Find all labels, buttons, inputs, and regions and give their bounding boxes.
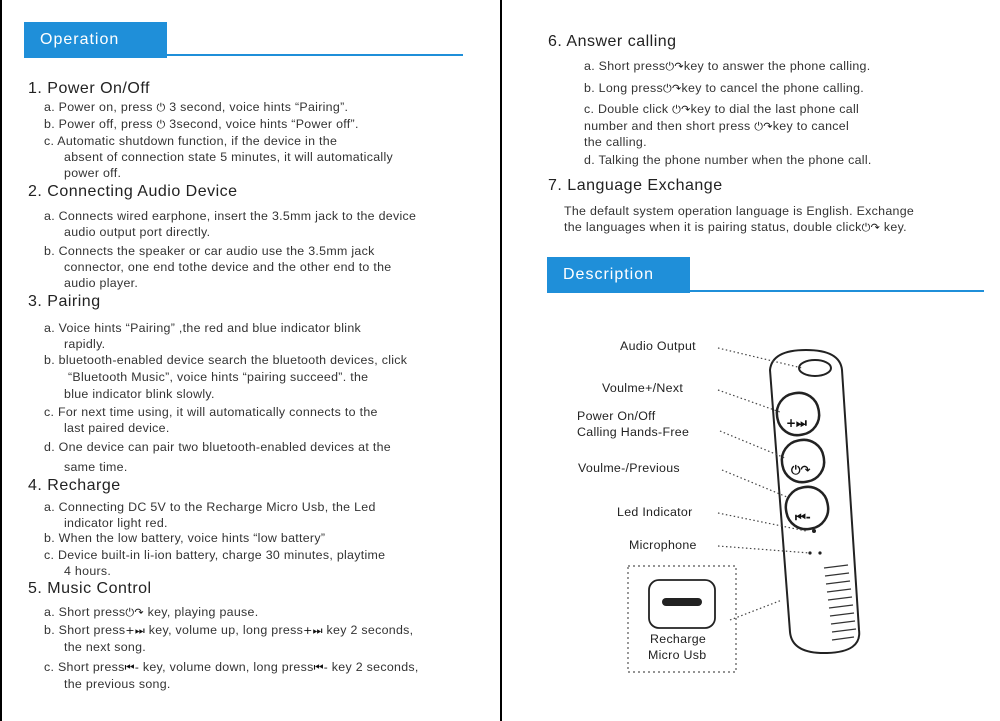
- text-line: d. One device can pair two bluetooth-enabled devices at the: [44, 440, 391, 454]
- label-audio-output: Audio Output: [620, 339, 696, 353]
- description-header: Description: [547, 257, 690, 293]
- text-line: the languages when it is pairing status, double click⏻↷ key.: [564, 220, 907, 234]
- text-line: a. Short press⏻↷ key, playing pause.: [44, 605, 259, 619]
- power-call-icon: ⏻↷: [125, 606, 144, 619]
- text-line: b. When the low battery, voice hints “low battery”: [44, 531, 326, 545]
- label-hands-free: Calling Hands-Free: [577, 425, 690, 439]
- volume-up-next-icon: +⏭: [303, 624, 323, 637]
- text-line: b. Connects the speaker or car audio use the 3.5mm jack: [44, 244, 375, 258]
- text-line: absent of connection state 5 minutes, it will automatically: [64, 150, 394, 164]
- volume-down-previous-button-icon: ⏮-: [795, 510, 811, 524]
- section-title: 1. Power On/Off: [28, 80, 150, 97]
- text-line: d. Talking the phone number when the phone call.: [584, 153, 872, 167]
- label-recharge: Recharge: [650, 632, 707, 646]
- left-page: [0, 0, 498, 721]
- text-line: connector, one end tothe device and the other end to the: [64, 260, 392, 274]
- section-title: 6. Answer calling: [548, 33, 677, 50]
- text-line: a. Short press⏻↷key to answer the phone calling.: [584, 59, 871, 73]
- text-line: c. For next time using, it will automatically connects to the: [44, 405, 378, 419]
- label-power: Power On/Off: [577, 409, 656, 423]
- power-call-icon: ⏻↷: [672, 103, 691, 116]
- text-line: audio player.: [64, 276, 139, 290]
- text-line: c. Double click ⏻↷key to dial the last phone call: [584, 102, 860, 116]
- text-line: 4 hours.: [64, 564, 112, 578]
- power-icon: ⏻: [156, 118, 166, 131]
- text-line: “Bluetooth Music”, voice hints “pairing succeed”. the: [68, 370, 369, 384]
- text-line: the next song.: [64, 640, 147, 654]
- volume-up-next-button-icon: +⏭: [786, 416, 807, 430]
- label-volume-next: Voulme+/Next: [602, 381, 684, 395]
- section-title: 4. Recharge: [28, 477, 121, 494]
- text-line: c. Automatic shutdown function, if the device in the: [44, 134, 338, 148]
- device-illustration: [502, 0, 1000, 721]
- power-call-icon: ⏻↷: [754, 120, 773, 133]
- text-line: the previous song.: [64, 677, 171, 691]
- label-micro-usb: Micro Usb: [648, 648, 707, 662]
- text-line: indicator light red.: [64, 516, 168, 530]
- section-title: 5. Music Control: [28, 580, 152, 597]
- operation-header: Operation: [24, 22, 167, 58]
- text-line: c. Short press⏮- key, volume down, long press⏮- key 2 seconds,: [44, 660, 419, 674]
- text-line: a. Voice hints “Pairing” ,the red and blue indicator blink: [44, 321, 362, 335]
- text-line: blue indicator blink slowly.: [64, 387, 215, 401]
- volume-up-next-icon: +⏭: [125, 624, 146, 637]
- text-line: The default system operation language is English. Exchange: [564, 204, 915, 218]
- text-line: a. Connects wired earphone, insert the 3.5mm jack to the device: [44, 209, 417, 223]
- text-line: a. Power on, press ⏻ 3 second, voice hints “Pairing”.: [44, 100, 349, 114]
- power-call-icon: ⏻↷: [861, 221, 881, 234]
- operation-header-rule: [167, 54, 463, 56]
- power-call-icon: ⏻↷: [665, 60, 684, 73]
- power-call-icon: ⏻↷: [662, 82, 682, 95]
- label-volume-previous: Voulme-/Previous: [578, 461, 680, 475]
- text-line: a. Connecting DC 5V to the Recharge Micro Usb, the Led: [44, 500, 376, 514]
- text-line: b. Power off, press ⏻ 3second, voice hints “Power off”.: [44, 117, 359, 131]
- text-line: last paired device.: [64, 421, 170, 435]
- volume-down-previous-icon: ⏮-: [313, 661, 329, 674]
- label-led-indicator: Led Indicator: [617, 505, 693, 519]
- text-line: b. Long press⏻↷key to cancel the phone calling.: [584, 81, 865, 95]
- text-line: power off.: [64, 166, 122, 180]
- power-call-button-icon: ⏻↷: [791, 463, 811, 477]
- section-title: 7. Language Exchange: [548, 177, 723, 194]
- power-icon: ⏻: [156, 101, 166, 114]
- text-line: audio output port directly.: [64, 225, 211, 239]
- text-line: number and then short press ⏻↷key to cancel: [584, 119, 850, 133]
- text-line: rapidly.: [64, 337, 106, 351]
- section-title: 3. Pairing: [28, 293, 101, 310]
- text-line: b. bluetooth-enabled device search the bluetooth devices, click: [44, 353, 408, 367]
- right-page: [500, 0, 1000, 721]
- text-line: the calling.: [584, 135, 647, 149]
- text-line: same time.: [64, 460, 128, 474]
- text-line: b. Short press+⏭ key, volume up, long press+⏭ key 2 seconds,: [44, 623, 414, 637]
- volume-down-previous-icon: ⏮-: [124, 661, 140, 674]
- label-microphone: Microphone: [629, 538, 697, 552]
- section-title: 2. Connecting Audio Device: [28, 183, 238, 200]
- text-line: c. Device built-in li-ion battery, charge 30 minutes, playtime: [44, 548, 386, 562]
